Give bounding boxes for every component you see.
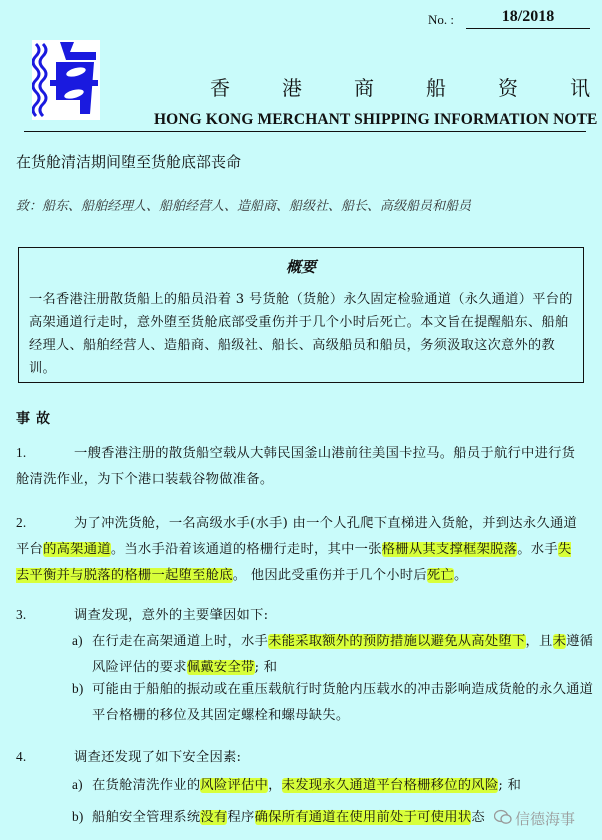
header-divider (24, 131, 586, 132)
item-number: 1. (16, 445, 27, 460)
highlighted-text: 的高架通道 (43, 542, 111, 557)
paragraph-4-item-a (72, 772, 602, 799)
body-text: ， (268, 778, 282, 793)
title-char: 商 (354, 76, 374, 100)
body-text: 可能由于船舶的振动或在重压载航行时货舱内压载水的冲击影响造成货舱的永久通道平台格栅的移位及其固定螺栓和螺母缺失。 (92, 682, 594, 723)
paragraph-2 (16, 510, 582, 589)
highlighted-text: 没有 (200, 810, 228, 825)
item-number: 4. (16, 749, 27, 764)
note-number: 18/2018 (466, 8, 590, 29)
highlighted-text: 确保所有通道在使用前处于可使用状 (254, 810, 472, 825)
item-number: a) (72, 777, 83, 792)
item-number: b) (72, 681, 84, 696)
publication-title-chinese (210, 72, 590, 101)
paragraph-4 (16, 744, 582, 771)
highlighted-text: 未 (552, 634, 567, 649)
paragraph-3-item-b (72, 676, 602, 729)
document-title: 在货舱清洁期间堕至货舱底部丧命 (16, 153, 242, 171)
body-text: 船舶安全管理系统 (92, 810, 201, 825)
item-number: b) (72, 809, 84, 824)
body-text: 遵循风险评估的要求 (92, 634, 594, 675)
note-number-label: No. : (428, 12, 454, 27)
wechat-icon (494, 809, 512, 825)
addressee-line: 致：船东、船舶经理人、船舶经营人、造船商、船级社、船长、高级船员和船员 (16, 199, 472, 214)
highlighted-text: 失去平衡并与脱落的格栅一起堕至舱底 (16, 542, 572, 583)
highlighted-text: 死亡 (426, 568, 454, 583)
body-text: 。当水手沿着该通道的格栅行走时，其中一张 (110, 542, 382, 557)
highlighted-text: 格栅从其支撑框架脱落 (381, 542, 518, 557)
body-text: 调查还发现了如下安全因素: (74, 750, 242, 765)
item-number: 3. (16, 607, 27, 622)
summary-title: 概要 (285, 258, 316, 276)
paragraph-1 (16, 440, 582, 493)
body-text: 。 (453, 568, 468, 583)
body-text: 为了冲洗货舱，一名高级水手(水手) 由一个人孔爬下直梯进入货舱，并到达永久通道平台 (16, 516, 578, 557)
section-heading: 事故 (16, 411, 56, 427)
paragraph-3 (16, 602, 582, 629)
marine-department-logo (32, 40, 100, 120)
body-text: 程序 (227, 810, 255, 825)
item-number: a) (72, 633, 83, 648)
title-char: 港 (282, 76, 302, 100)
highlighted-text: 未能采取额外的预防措施以避免从高处堕下 (268, 634, 526, 649)
item-number: 2. (16, 515, 27, 530)
publication-title-english: HONG KONG MERCHANT SHIPPING INFORMATION NOTE (154, 111, 598, 128)
body-text: 态 (471, 810, 485, 825)
title-char: 讯 (570, 76, 590, 100)
body-text: 在货舱清洗作业的 (92, 778, 201, 793)
summary-box (18, 247, 584, 383)
body-text: ; 和 (254, 660, 278, 675)
title-char: 香 (210, 76, 230, 100)
body-text: ; 和 (498, 778, 522, 793)
body-text: ，且 (525, 634, 553, 649)
paragraph-3-item-a (72, 628, 602, 681)
body-text: 在行走在高架通道上时，水手 (92, 634, 269, 649)
body-text: 。水手 (517, 542, 558, 557)
highlighted-text: 风险评估中 (200, 778, 269, 793)
title-char: 船 (426, 76, 446, 100)
highlighted-text: 未发现永久通道平台格栅移位的风险 (281, 778, 499, 793)
body-text: 调查发现，意外的主要肇因如下: (74, 608, 269, 623)
body-text: 一艘香港注册的散货船空载从大韩民国釜山港前往美国卡拉马。船员于航行中进行货舱清洗作业，为下个港口装载谷物做准备。 (16, 446, 576, 487)
watermark-text: 信德海事 (515, 810, 576, 828)
title-char: 资 (498, 76, 518, 100)
highlighted-text: 佩戴安全带 (186, 660, 255, 675)
summary-text: 一名香港注册散货船上的船员沿着 3 号货舱（货舱）永久固定检验通道（永久通道）平台的高架通道行走时，意外堕至货舱底部受重伤并于几个小时后死亡。本文旨在提醒船东、船舶经理人、船舶经营人、造船商、船级社、船长、高级船员和船员，务须汲取这次意外的教训。 (29, 292, 573, 376)
body-text: 。 他因此受重伤并于几个小时后 (232, 568, 427, 583)
